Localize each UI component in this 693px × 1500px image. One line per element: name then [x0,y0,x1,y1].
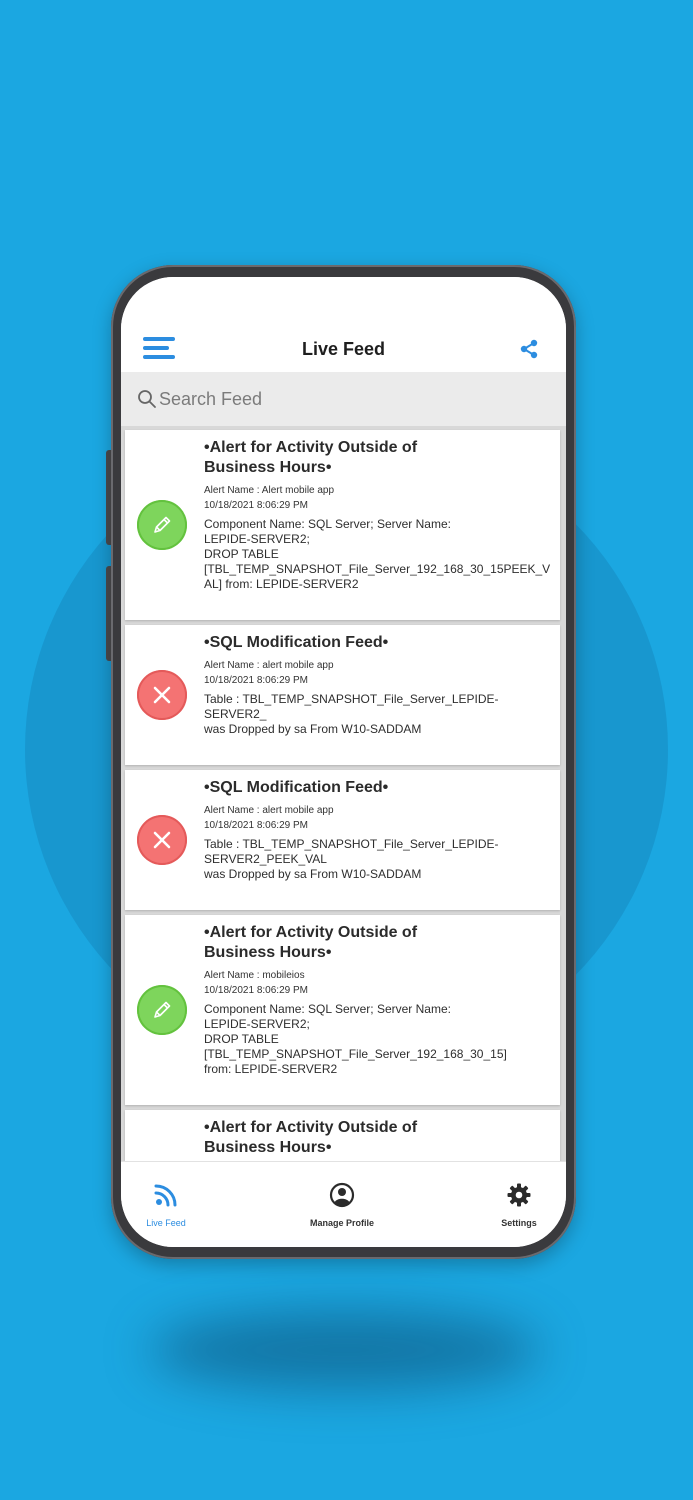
timestamp: 10/18/2021 8:06:29 PM [204,820,308,831]
close-icon [150,828,174,852]
pencil-icon [149,512,175,538]
feed-item-title: •Alert for Activity Outside of Business Hours• [204,439,418,476]
feed-item-title: •SQL Modification Feed• [204,634,389,651]
timestamp: 10/18/2021 8:06:29 PM [204,675,308,686]
share-icon[interactable] [518,338,540,360]
tab-settings-label: Settings [501,1218,537,1228]
app-screen [121,277,566,1247]
search-input[interactable] [159,383,539,415]
top-bar [121,277,566,372]
feed-item[interactable] [125,430,560,620]
feed-item-description: Component Name: SQL Server; Server Name: LEPIDE-SERVER2; DROP TABLE [TBL_TEMP_SNAPSHOT_File_Server_192_168_30_15PEEK_VAL] from: LEPIDE-SERVER2 [204,517,551,591]
tab-manage-profile[interactable] [287,1182,397,1228]
close-icon [150,683,174,707]
success-status-icon [137,985,187,1035]
feed-item-title: •Alert for Activity Outside of Business Hours• [204,924,418,961]
tab-live-feed[interactable] [121,1182,221,1228]
error-status-icon [137,815,187,865]
alert-name: Alert Name : alert mobile app [204,805,334,816]
timestamp: 10/18/2021 8:06:29 PM [204,985,308,996]
alert-name: Alert Name : alert mobile app [204,660,334,671]
feed-item-title: •Alert for Activity Outside of Business Hours• [204,1119,418,1156]
feed-item-title: •SQL Modification Feed• [204,779,389,796]
feed-item-description: Table : TBL_TEMP_SNAPSHOT_File_Server_LEPIDE- SERVER2_PEEK_VAL was Dropped by sa From W10-SADDAM [204,837,499,881]
search-bar [121,372,566,426]
phone-shadow [150,1310,540,1390]
feed-list [121,426,566,1161]
feed-item[interactable] [125,770,560,910]
search-icon [137,389,157,409]
bottom-navigation [121,1161,566,1247]
alert-name: Alert Name : mobileios [204,970,305,981]
feed-item[interactable] [125,1110,560,1161]
page-title: Live Feed [301,339,386,359]
rss-feed-icon [153,1182,179,1208]
gear-icon [506,1182,532,1208]
feed-item-description: Component Name: SQL Server; Server Name: LEPIDE-SERVER2; DROP TABLE [TBL_TEMP_SNAPSHOT_File_Server_192_168_30_15] from: LEPIDE-SERVER2 [204,1002,507,1076]
tab-manage-profile-label: Manage Profile [309,1218,374,1228]
timestamp: 10/18/2021 8:06:29 PM [204,500,308,511]
feed-item-description: Table : TBL_TEMP_SNAPSHOT_File_Server_LEPIDE- SERVER2_ was Dropped by sa From W10-SADDAM [204,692,499,736]
success-status-icon [137,500,187,550]
feed-item[interactable] [125,915,560,1105]
feed-item[interactable] [125,625,560,765]
tab-live-feed-label: Live Feed [146,1218,186,1228]
error-status-icon [137,670,187,720]
pencil-icon [149,997,175,1023]
alert-name: Alert Name : Alert mobile app [204,485,335,496]
tab-settings[interactable] [464,1182,566,1228]
user-circle-icon [329,1182,355,1208]
